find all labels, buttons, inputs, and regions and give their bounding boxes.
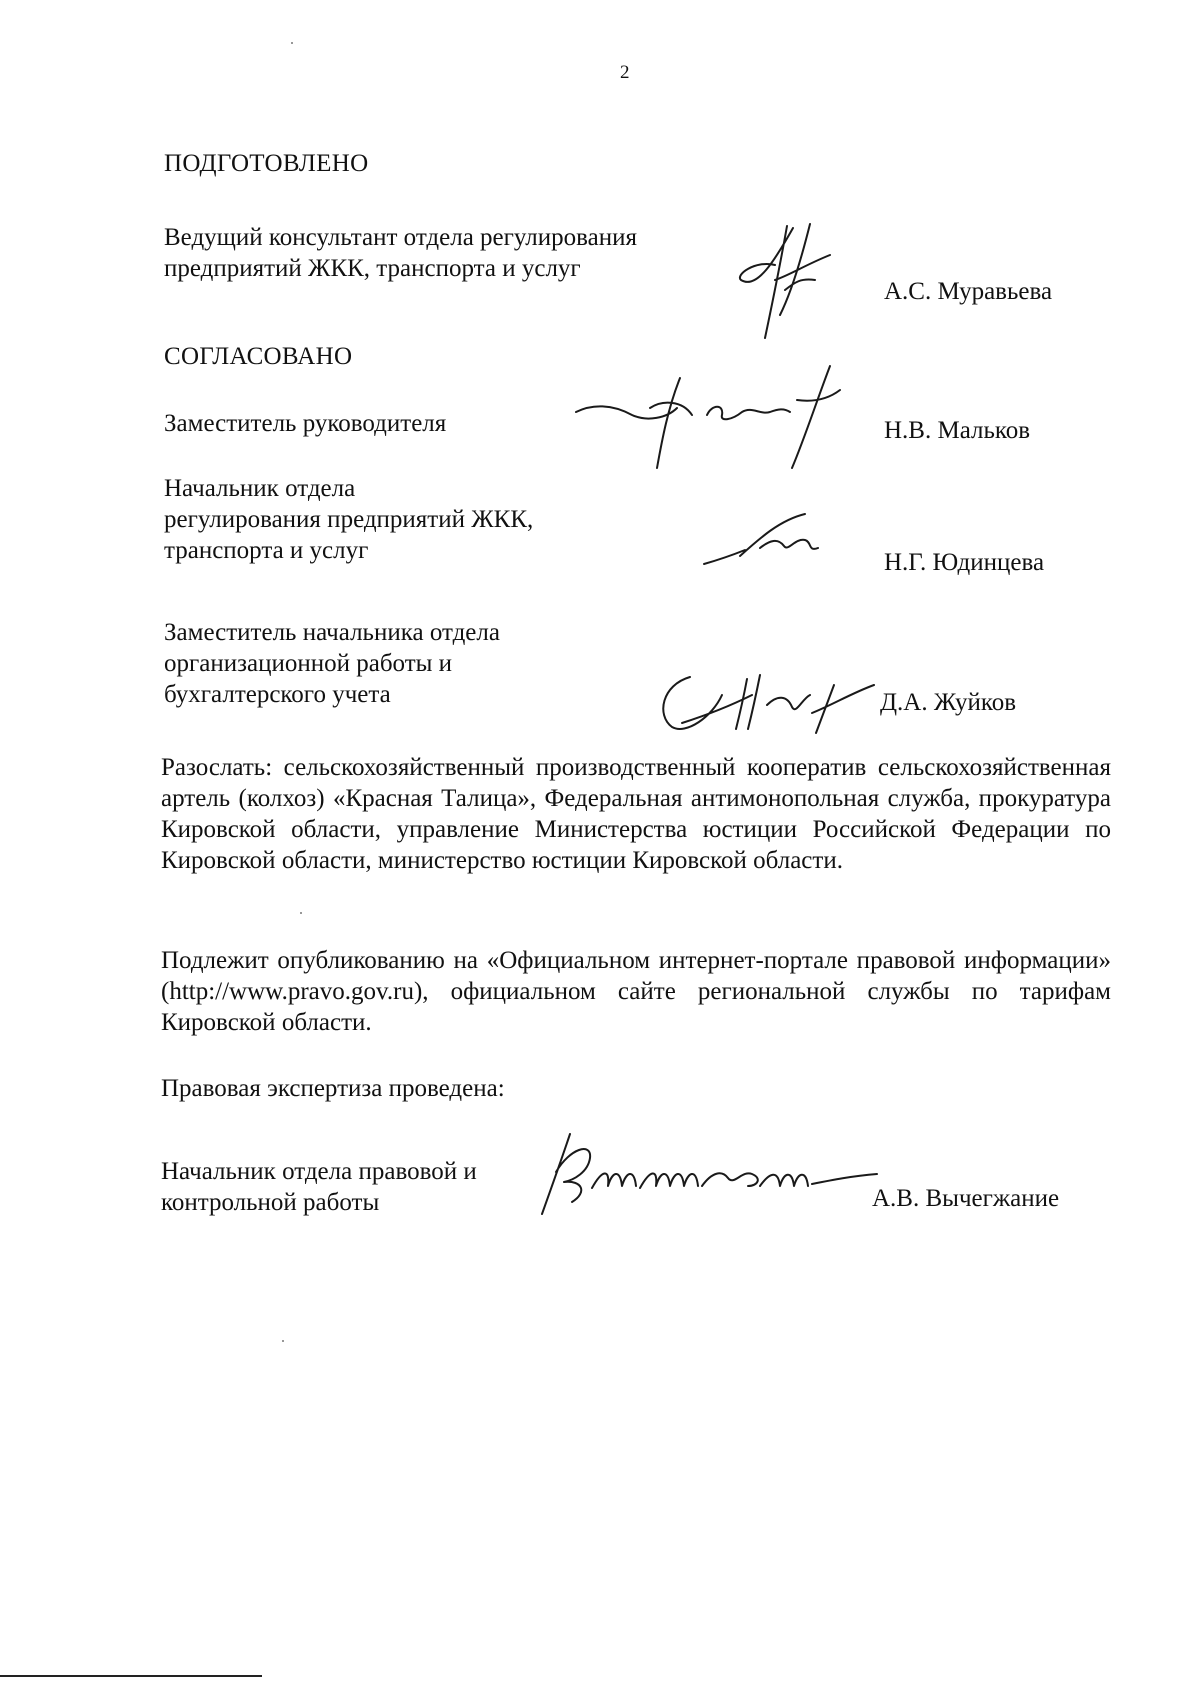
- signature-muraveva: [735, 220, 845, 345]
- scan-edge-line: [0, 1675, 262, 1677]
- scan-speck: [282, 1340, 284, 1342]
- signer-2-position-line-3: транспорта и услуг: [164, 537, 369, 564]
- prepared-position-line-1: Ведущий консультант отдела регулирования: [164, 224, 637, 251]
- signature-zhuikov: [652, 665, 882, 737]
- scan-speck: [291, 42, 293, 44]
- signature-yudintseva: [700, 508, 830, 573]
- prepared-signer-name: А.С. Муравьева: [884, 278, 1053, 305]
- signer-3-position-line-3: бухгалтерского учета: [164, 681, 391, 708]
- legal-review-position-line-1: Начальник отдела правовой и: [161, 1158, 477, 1185]
- signer-1-name: Н.В. Мальков: [884, 417, 1031, 444]
- agreed-heading: СОГЛАСОВАНО: [164, 343, 353, 370]
- signature-malkov: [572, 360, 847, 475]
- legal-review-signer-name: А.В. Вычегжание: [872, 1185, 1060, 1212]
- signature-vychegzhanie: [522, 1128, 882, 1218]
- prepared-position-line-2: предприятий ЖКК, транспорта и услуг: [164, 255, 581, 282]
- signer-2-name: Н.Г. Юдинцева: [884, 549, 1045, 576]
- publication-paragraph: Подлежит опубликованию на «Официальном интернет-портале правовой информации» (http://www.pravo.gov.ru), официальном сайте региональной службы по тарифам Кировской области.: [161, 947, 1111, 1036]
- page-number: 2: [620, 62, 630, 83]
- distribution-paragraph: Разослать: сельскохозяйственный производственный кооператив сельскохозяйственная артель (колхоз) «Красная Талица», Федеральная антимонопольная служба, прокуратура Кировской области, управление Министерства юстиции Российской Федерации по Кировской области, министерство юстиции Кировской области.: [161, 754, 1111, 874]
- signer-2-position-line-1: Начальник отдела: [164, 475, 356, 502]
- legal-review-heading: Правовая экспертиза проведена:: [161, 1075, 505, 1102]
- scan-speck: [300, 912, 302, 914]
- prepared-heading: ПОДГОТОВЛЕНО: [164, 150, 369, 177]
- signer-3-position-line-1: Заместитель начальника отдела: [164, 619, 500, 646]
- signer-1-position-line-1: Заместитель руководителя: [164, 410, 447, 437]
- signer-3-name: Д.А. Жуйков: [880, 689, 1017, 716]
- signer-3-position-line-2: организационной работы и: [164, 650, 453, 677]
- legal-review-position-line-2: контрольной работы: [161, 1189, 380, 1216]
- signer-2-position-line-2: регулирования предприятий ЖКК,: [164, 506, 534, 533]
